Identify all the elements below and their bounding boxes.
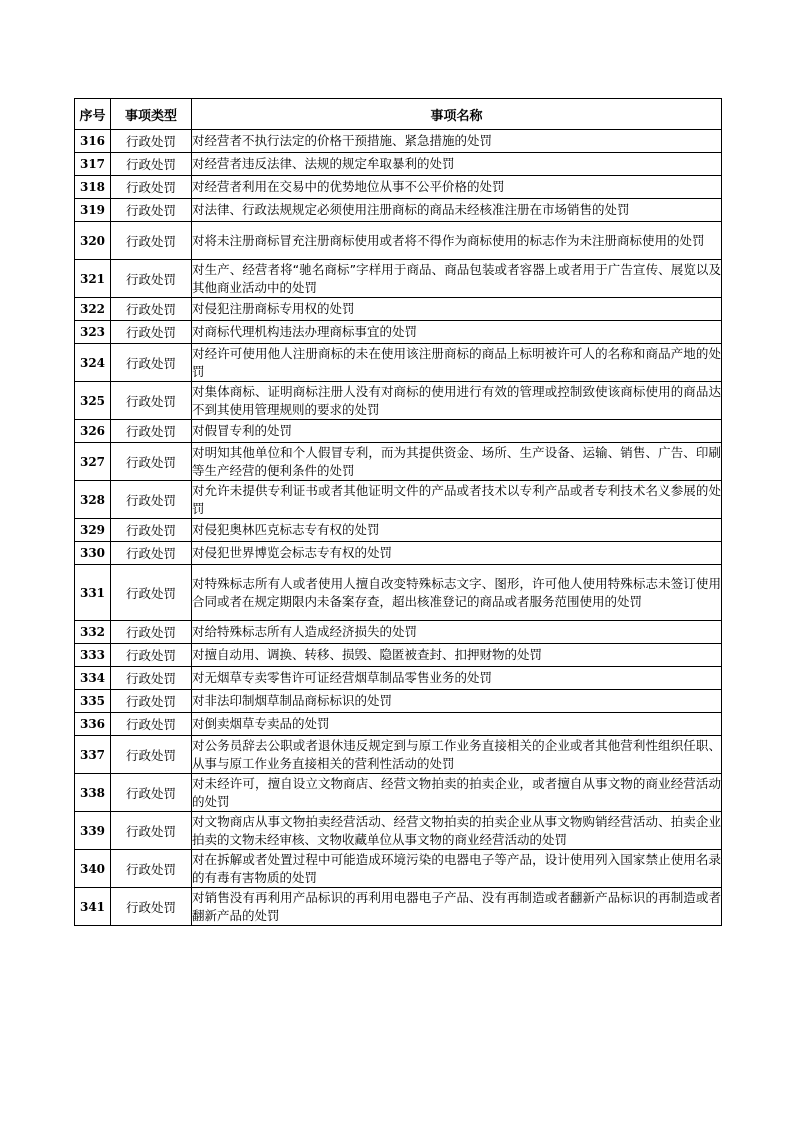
row-type: 行政处罚 — [111, 690, 192, 713]
row-number: 321 — [75, 260, 111, 298]
row-name: 对经许可使用他人注册商标的未在使用该注册商标的商品上标明被许可人的名称和商品产地的处罚 — [192, 344, 722, 382]
row-name: 对侵犯奥林匹克标志专有权的处罚 — [192, 519, 722, 542]
row-type: 行政处罚 — [111, 153, 192, 176]
table-row — [75, 621, 722, 644]
row-type: 行政处罚 — [111, 176, 192, 199]
row-name: 对将未注册商标冒充注册商标使用或者将不得作为商标使用的标志作为未注册商标使用的处罚 — [192, 222, 722, 260]
table-row — [75, 888, 722, 926]
row-name: 对未经许可，擅自设立文物商店、经营文物拍卖的拍卖企业，或者擅自从事文物的商业经营活动的处罚 — [192, 774, 722, 812]
row-number: 325 — [75, 382, 111, 420]
row-name: 对经营者利用在交易中的优势地位从事不公平价格的处罚 — [192, 176, 722, 199]
row-number: 340 — [75, 850, 111, 888]
row-number: 333 — [75, 644, 111, 667]
row-number: 323 — [75, 321, 111, 344]
table-row — [75, 153, 722, 176]
row-type: 行政处罚 — [111, 222, 192, 260]
row-name: 对无烟草专卖零售许可证经营烟草制品零售业务的处罚 — [192, 667, 722, 690]
row-name: 对在拆解或者处置过程中可能造成环境污染的电器电子等产品，设计使用列入国家禁止使用名录的有毒有害物质的处罚 — [192, 850, 722, 888]
row-name: 对侵犯注册商标专用权的处罚 — [192, 298, 722, 321]
table-row — [75, 382, 722, 420]
row-type: 行政处罚 — [111, 713, 192, 736]
row-type: 行政处罚 — [111, 481, 192, 519]
table-row — [75, 222, 722, 260]
row-name: 对给特殊标志所有人造成经济损失的处罚 — [192, 621, 722, 644]
table-row — [75, 260, 722, 298]
row-name: 对公务员辞去公职或者退休违反规定到与原工作业务直接相关的企业或者其他营利性组织任职、从事与原工作业务直接相关的营利性活动的处罚 — [192, 736, 722, 774]
row-number: 320 — [75, 222, 111, 260]
row-number: 341 — [75, 888, 111, 926]
row-type: 行政处罚 — [111, 667, 192, 690]
table-row — [75, 481, 722, 519]
row-name: 对生产、经营者将“驰名商标”字样用于商品、商品包装或者容器上或者用于广告宣传、展览以及其他商业活动中的处罚 — [192, 260, 722, 298]
row-name: 对假冒专利的处罚 — [192, 420, 722, 443]
row-name: 对明知其他单位和个人假冒专利，而为其提供资金、场所、生产设备、运输、销售、广告、印刷等生产经营的便利条件的处罚 — [192, 443, 722, 481]
row-type: 行政处罚 — [111, 382, 192, 420]
header-name: 事项名称 — [192, 99, 722, 130]
table-row — [75, 130, 722, 153]
table-row — [75, 690, 722, 713]
row-name: 对法律、行政法规规定必须使用注册商标的商品未经核准注册在市场销售的处罚 — [192, 199, 722, 222]
row-number: 316 — [75, 130, 111, 153]
row-number: 335 — [75, 690, 111, 713]
table-row — [75, 344, 722, 382]
row-name: 对非法印制烟草制品商标标识的处罚 — [192, 690, 722, 713]
row-number: 330 — [75, 542, 111, 565]
row-type: 行政处罚 — [111, 812, 192, 850]
row-name: 对销售没有再利用产品标识的再利用电器电子产品、没有再制造或者翻新产品标识的再制造或者翻新产品的处罚 — [192, 888, 722, 926]
row-name: 对商标代理机构违法办理商标事宜的处罚 — [192, 321, 722, 344]
row-name: 对文物商店从事文物拍卖经营活动、经营文物拍卖的拍卖企业从事文物购销经营活动、拍卖企业拍卖的文物未经审核、文物收藏单位从事文物的商业经营活动的处罚 — [192, 812, 722, 850]
row-number: 328 — [75, 481, 111, 519]
row-number: 329 — [75, 519, 111, 542]
row-number: 324 — [75, 344, 111, 382]
table-row — [75, 644, 722, 667]
row-type: 行政处罚 — [111, 565, 192, 621]
row-name: 对擅自动用、调换、转移、损毁、隐匿被查封、扣押财物的处罚 — [192, 644, 722, 667]
table-row — [75, 667, 722, 690]
header-row — [75, 99, 722, 130]
row-type: 行政处罚 — [111, 644, 192, 667]
table-row — [75, 519, 722, 542]
row-number: 337 — [75, 736, 111, 774]
row-type: 行政处罚 — [111, 443, 192, 481]
row-number: 331 — [75, 565, 111, 621]
row-number: 327 — [75, 443, 111, 481]
table-row — [75, 774, 722, 812]
table-row — [75, 812, 722, 850]
row-number: 332 — [75, 621, 111, 644]
row-type: 行政处罚 — [111, 260, 192, 298]
row-name: 对侵犯世界博览会标志专有权的处罚 — [192, 542, 722, 565]
table-row — [75, 850, 722, 888]
row-number: 317 — [75, 153, 111, 176]
row-number: 336 — [75, 713, 111, 736]
row-number: 319 — [75, 199, 111, 222]
row-type: 行政处罚 — [111, 298, 192, 321]
table-row — [75, 542, 722, 565]
row-number: 326 — [75, 420, 111, 443]
row-type: 行政处罚 — [111, 850, 192, 888]
row-number: 338 — [75, 774, 111, 812]
row-type: 行政处罚 — [111, 621, 192, 644]
row-type: 行政处罚 — [111, 736, 192, 774]
table-row — [75, 443, 722, 481]
items-table — [74, 98, 722, 926]
row-type: 行政处罚 — [111, 420, 192, 443]
table-row — [75, 736, 722, 774]
row-name: 对特殊标志所有人或者使用人擅自改变特殊标志文字、图形，许可他人使用特殊标志未签订使用合同或者在规定期限内未备案存查，超出核准登记的商品或者服务范围使用的处罚 — [192, 565, 722, 621]
row-number: 318 — [75, 176, 111, 199]
row-number: 322 — [75, 298, 111, 321]
row-number: 334 — [75, 667, 111, 690]
table-row — [75, 420, 722, 443]
table-row — [75, 176, 722, 199]
table-row — [75, 298, 722, 321]
row-number: 339 — [75, 812, 111, 850]
header-type: 事项类型 — [111, 99, 192, 130]
row-type: 行政处罚 — [111, 199, 192, 222]
row-type: 行政处罚 — [111, 542, 192, 565]
header-number: 序号 — [75, 99, 111, 130]
row-name: 对倒卖烟草专卖品的处罚 — [192, 713, 722, 736]
table-row — [75, 199, 722, 222]
row-name: 对集体商标、证明商标注册人没有对商标的使用进行有效的管理或控制致使该商标使用的商品达不到其使用管理规则的要求的处罚 — [192, 382, 722, 420]
row-type: 行政处罚 — [111, 344, 192, 382]
row-type: 行政处罚 — [111, 519, 192, 542]
row-type: 行政处罚 — [111, 774, 192, 812]
row-type: 行政处罚 — [111, 130, 192, 153]
table-row — [75, 713, 722, 736]
row-type: 行政处罚 — [111, 888, 192, 926]
table-row — [75, 321, 722, 344]
row-name: 对允许未提供专利证书或者其他证明文件的产品或者技术以专利产品或者专利技术名义参展的处罚 — [192, 481, 722, 519]
row-name: 对经营者不执行法定的价格干预措施、紧急措施的处罚 — [192, 130, 722, 153]
row-type: 行政处罚 — [111, 321, 192, 344]
table-row — [75, 565, 722, 621]
row-name: 对经营者违反法律、法规的规定牟取暴利的处罚 — [192, 153, 722, 176]
